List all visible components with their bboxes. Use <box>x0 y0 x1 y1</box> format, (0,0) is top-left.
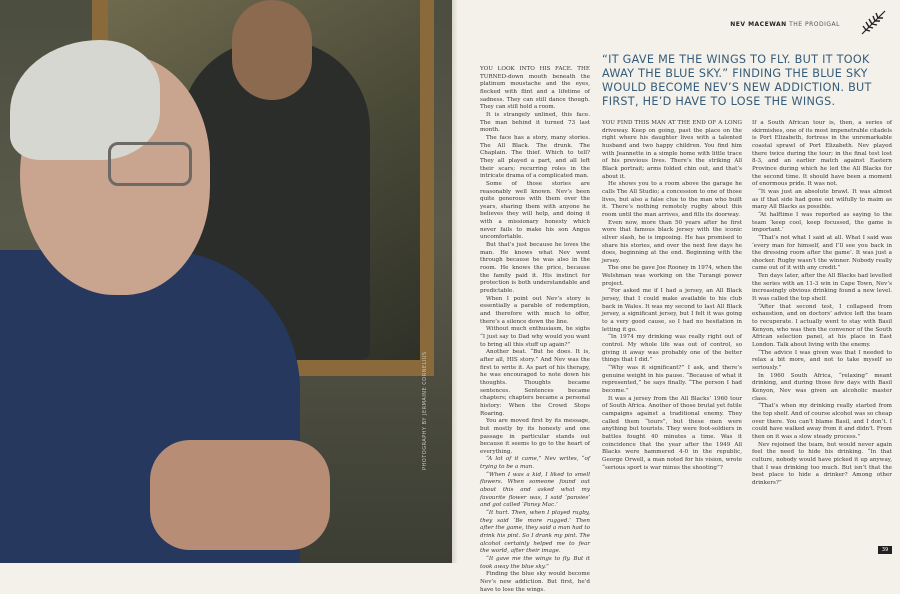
paragraph: Nev rejoined the team, but would never again feel the need to hide his drinking. “In that culture, nobody would have picked it up anyway, that I was drinking too much. But isn’t that the best place to hide a drinker? Among other drinkers?” <box>752 441 892 486</box>
paragraph: “For asked me if I had a jersey, an All Black jersey, that I could make available to his club back in Wales. It was my second to last All Black jersey, a significant jersey, but I felt it was going to a very good cause, so I had no hesitation in letting it go. <box>602 288 742 333</box>
paragraph: “That’s not what I said at all. What I said was ‘every man for himself, and I’ll see you back in the dressing room after the game’. It was just a shocker. Rugby wasn’t the winner. Nobody really came out of it with any credit.” <box>752 234 892 272</box>
paragraph: “The advice I was given was that I needed to relax a bit more, and not to take myself so seriously.” <box>752 349 892 371</box>
paragraph: “It hurt. Then, when I played rugby, they said ‘Be more rugged.’ Then after the game, they said a man had to drink his pint. So I drank my pint. The alcohol certainly helped me to fear the world, after their image. <box>480 510 590 555</box>
page-gutter <box>452 0 458 563</box>
paragraph: When I point out Nev’s story is essentially a parable of redemption, and therefore with much to offer, there’s a silence down the line. <box>480 295 590 325</box>
paragraph: Even now, more than 50 years after he first wore that famous black jersey with the iconic silver slash, he is imposing. He has promised to share his stories, and over the next few days he does, beginning at the end. Beginning with the jersey. <box>602 219 742 264</box>
paragraph: Ten days later, after the All Blacks had levelled the series with an 11-3 win in Cape Town, Nev’s increasingly obvious drinking found a new level. It was called the top shelf. <box>752 273 892 303</box>
paragraph: Another beat. “But he does. It is, after all, HIS story.” And Nev was the first to write it. As part of his therapy, he was encouraged to note down his thoughts. Thoughts became sentences. Sentences became chapters; chapters became a personal history: When the Crowd Stops Roaring. <box>480 349 590 417</box>
painted-head <box>232 0 312 100</box>
silver-fern-icon <box>858 8 888 38</box>
paragraph: “In 1974 my drinking was really right out of control. My whole life was out of control, so giving it away was probably one of the better things that I did.” <box>602 334 742 364</box>
article-column-2 <box>602 120 742 472</box>
photo-credit: PHOTOGRAPHY BY JERMAINE CORNELIUS <box>422 351 428 470</box>
paragraph: YOU FIND THIS MAN AT THE END OF A LONG driveway. Keep on going, past the place on the right where his daughter lives with a talented husband and two happy children. You find him with Jeannette in a simple home with little trace of his previous lives. There’s the striking All Black portrait; arms folded chin out, and that’s about it. <box>602 120 742 180</box>
running-head-section: NEV MACEWAN <box>730 21 787 28</box>
paragraph: But that’s just because he loves the man. He knows what Nev went through because he was also in the room. He knows the price, because the family paid it. His instinct for protection is both understandable and predictable. <box>480 242 590 295</box>
article-column-1 <box>480 66 590 594</box>
paragraph: “After that second test, I collapsed from exhaustion, and on doctors’ advice left the team to recuperate. I actually went to stay with Basil Kenyon, who was then the convenor of the South African selection panel, at his place in East London. Talk about living with the enemy. <box>752 303 892 349</box>
paragraph: Some of those stories are reasonably well known. Nev’s been quite generous with them over the years, sharing them with anyone he believes they will help, and doing it with a missionary honesty which never fails to make his son Angus uncomfortable. <box>480 180 590 241</box>
paragraph: The one he gave Joe Rooney in 1974, when the Welshman was working on the Turangi power project. <box>602 265 742 287</box>
running-head <box>730 21 840 28</box>
paragraph: It is strangely unlined, this face. The man behind it turned 73 last month. <box>480 111 590 134</box>
paragraph: “A lot of it came,” Nev writes, “of trying to be a man. <box>480 456 590 471</box>
paragraph: “When I was a kid, I liked to smell flowers. When someone found out about this and asked what my favourite flower was, I said ‘pansies’ and got called ‘Pansy Mac.’ <box>480 471 590 509</box>
running-head-title: THE PRODIGAL <box>789 21 840 28</box>
paragraph: Without much enthusiasm, he sighs “I just say to Dad why would you want to bring all this stuff up again?” <box>480 326 590 348</box>
clasped-hands <box>150 440 330 550</box>
article-column-3 <box>752 120 892 488</box>
paragraph: You are moved first by its message, but mostly by its honesty and one passage in particular stands out because it seems to go to the heart of everything. <box>480 418 590 455</box>
glasses <box>108 142 192 186</box>
page-number: 39 <box>878 546 892 554</box>
paragraph: If a South African tour is, then, a series of skirmishes, one of its most impenetrable citadels is Port Elizabeth, fortress in the unremarkable coastal sprawl of Port Elizabeth. Nev played there twice during the tour; in the final test lost 8-3, and an earlier match against Eastern Province during which he led the All Blacks for the second time. It should have been a moment of enormous pride. It was not. <box>752 120 892 188</box>
paragraph: YOU LOOK INTO HIS FACE. THE TURNED-down mouth beneath the platinum moustache and the eyes, flecked with flint and a lifetime of sadness. They can still dance though. They can still hold a room. <box>480 66 590 111</box>
paragraph: “It gave me the wings to fly. But it took away the blue sky.” <box>480 556 590 570</box>
pull-quote: “IT GAVE ME THE WINGS TO FLY. BUT IT TOOK AWAY THE BLUE SKY.” FINDING THE BLUE SKY WOULD BECOME NEV’S NEW ADDICTION. BUT FIRST, HE’D HAVE TO LOSE THE WINGS. <box>602 53 872 108</box>
paragraph: The face has a story, many stories. The All Black. The drunk. The Chaplain. The thief. Which to tell? They all played a part, and all left their scars; recurring roles in the intricate drama of a complicated man. <box>480 134 590 180</box>
paragraph: It was a jersey from the All Blacks’ 1960 tour of South Africa. Another of those brutal yet futile campaigns against a traditional enemy. They called them “tours”, but these men were anything but tourists. They were foot-soldiers in battles fought 40 minutes a time. Was it coincidence that the year after the 1949 All Blacks were hammered 4-0 in the republic, George Orwell, a man noted for his vision, wrote “serious sport is war minus the shooting”? <box>602 395 742 471</box>
portrait-photo <box>0 0 452 563</box>
paragraph: “That’s when my drinking really started from the top shelf. And of course alcohol was so cheap over there. You can’t blame Basil, and I don’t. I could have walked away from it and didn’t. From then on it was a slow steady process.” <box>752 403 892 440</box>
paragraph: “It was just an absolute brawl. It was almost as if that side had gone out wilfully to maim as many All Blacks as possible. <box>752 188 892 211</box>
paragraph: “Why was it significant?” I ask, and there’s genuine weight in his pause. “Because of what it represented,” he says finally. “The person I had become.” <box>602 365 742 394</box>
paragraph: Finding the blue sky would become Nev’s new addiction. But first, he’d have to lose the wings. <box>480 571 590 593</box>
paragraph: In 1960 South Africa, “relaxing” meant drinking, and during those few days with Basil Kenyon, Nev was given an alcoholic master class. <box>752 372 892 402</box>
paragraph: “At halftime I was reported as saying to the team ‘keep cool, keep focussed, the game is important.’ <box>752 211 892 234</box>
paragraph: He shows you to a room above the garage he calls The All Studio; a concession to one of those lives, but also a false clue to the man who built it. There’s nothing remotely rugby about this room until the man arrives, and fills its doorway. <box>602 181 742 218</box>
